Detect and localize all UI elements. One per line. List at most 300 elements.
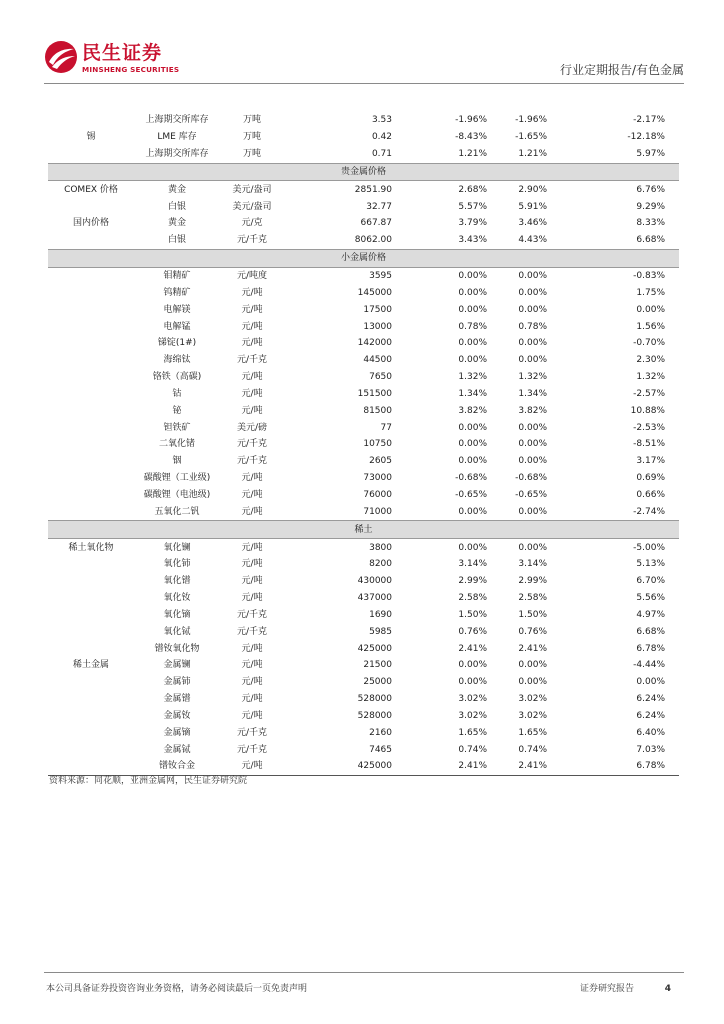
row-unit: 元/吨 — [241, 710, 263, 721]
row-change-1: 0.78% — [458, 321, 487, 332]
row-item: 金属铈 — [163, 677, 191, 688]
row-category: COMEX 价格 — [64, 184, 118, 195]
row-item: 钽铁矿 — [163, 422, 191, 433]
row-item: 氧化镧 — [163, 542, 191, 553]
row-category — [48, 573, 134, 590]
row-change-3: -2.57% — [633, 388, 665, 399]
row-change-2: 3.02% — [518, 694, 547, 705]
row-change-2: 5.91% — [518, 201, 547, 212]
table-row — [48, 691, 679, 708]
row-item: 电解镁 — [163, 304, 191, 315]
row-change-1: -8.43% — [455, 132, 487, 143]
table-row — [48, 436, 679, 453]
row-change-2: 0.00% — [518, 271, 547, 282]
row-change-3: 1.32% — [636, 372, 665, 383]
row-change-3: -4.44% — [633, 660, 665, 671]
row-change-2: 0.76% — [518, 626, 547, 637]
row-unit: 元/吨 — [241, 576, 263, 587]
table-row — [48, 539, 679, 556]
row-change-1: 0.00% — [458, 456, 487, 467]
logo-english-name: MINSHENG SECURITIES — [82, 65, 180, 74]
row-change-2: -0.68% — [515, 473, 547, 484]
row-item: 金属镨 — [163, 694, 191, 705]
row-category — [48, 386, 134, 403]
row-category — [48, 556, 134, 573]
row-change-3: -2.53% — [633, 422, 665, 433]
row-category — [48, 640, 134, 657]
row-change-1: 1.50% — [458, 609, 487, 620]
row-change-1: 3.82% — [458, 405, 487, 416]
row-item: 五氧化二钒 — [154, 506, 200, 517]
row-item: 金属镧 — [163, 660, 191, 671]
row-category — [48, 590, 134, 607]
table-row — [48, 487, 679, 504]
page-number: 4 — [664, 984, 671, 994]
row-change-1: 1.34% — [458, 388, 487, 399]
row-category — [48, 318, 134, 335]
row-unit: 元/千克 — [236, 744, 268, 755]
row-item: 氧化镝 — [163, 609, 191, 620]
row-price: 3.53 — [371, 115, 392, 126]
row-item: 黄金 — [167, 218, 186, 229]
section-header-row — [48, 163, 679, 181]
table-row — [48, 503, 679, 520]
row-change-3: 6.68% — [636, 235, 665, 246]
row-category: 锡 — [86, 132, 96, 143]
row-change-2: -1.96% — [515, 115, 547, 126]
row-category — [48, 267, 134, 284]
row-change-3: 9.29% — [636, 201, 665, 212]
row-category — [48, 470, 134, 487]
row-item: 上海期交所库存 — [145, 149, 209, 160]
row-price: 3800 — [369, 542, 392, 553]
row-unit: 元/吨 — [241, 372, 263, 383]
section-header-row — [48, 249, 679, 267]
row-unit: 元/千克 — [236, 439, 268, 450]
footer-divider — [44, 972, 684, 973]
row-price: 7465 — [369, 744, 392, 755]
header-divider — [44, 83, 684, 84]
row-change-2: 0.78% — [518, 321, 547, 332]
row-unit: 元/千克 — [236, 626, 268, 637]
section-title: 稀土 — [48, 521, 679, 539]
data-source-note: 资料来源：同花顺，亚洲金属网，民生证券研究院 — [49, 776, 248, 786]
row-price: 0.42 — [371, 132, 392, 143]
table-row — [48, 419, 679, 436]
row-change-3: 6.24% — [636, 710, 665, 721]
section-title: 小金属价格 — [48, 249, 679, 267]
row-change-1: 5.57% — [458, 201, 487, 212]
section-header-row — [48, 521, 679, 539]
row-change-3: 0.69% — [636, 473, 665, 484]
row-item: 金属镝 — [163, 727, 191, 738]
row-item: 碳酸锂（工业级) — [143, 473, 211, 484]
row-item: 铬铁（高碳) — [152, 372, 202, 383]
row-price: 71000 — [363, 506, 392, 517]
row-unit: 美元/磅 — [236, 422, 268, 433]
row-category — [48, 419, 134, 436]
row-change-1: 3.02% — [458, 694, 487, 705]
row-item: 铟 — [172, 456, 182, 467]
row-price: 142000 — [357, 338, 392, 349]
row-item: 钴 — [172, 388, 182, 399]
row-price: 8200 — [369, 559, 392, 570]
table-row — [48, 267, 679, 284]
row-change-1: 1.21% — [458, 149, 487, 160]
row-item: 钼精矿 — [163, 271, 191, 282]
row-price: 2851.90 — [354, 184, 392, 195]
row-change-2: 1.21% — [518, 149, 547, 160]
row-change-3: 6.40% — [636, 727, 665, 738]
row-category — [48, 674, 134, 691]
row-change-3: 6.78% — [636, 643, 665, 654]
row-change-1: 2.58% — [458, 593, 487, 604]
row-change-2: 2.41% — [518, 643, 547, 654]
metal-price-table — [48, 112, 679, 776]
row-price: 2605 — [369, 456, 392, 467]
minsheng-logo-icon — [44, 40, 78, 74]
row-change-3: 3.17% — [636, 456, 665, 467]
row-change-3: -2.74% — [633, 506, 665, 517]
row-change-1: 0.00% — [458, 271, 487, 282]
row-unit: 元/吨 — [241, 321, 263, 332]
table-row — [48, 556, 679, 573]
row-change-3: -0.83% — [633, 271, 665, 282]
row-change-3: 6.68% — [636, 626, 665, 637]
row-change-1: 0.00% — [458, 542, 487, 553]
row-price: 667.87 — [360, 218, 392, 229]
row-change-1: 1.32% — [458, 372, 487, 383]
table-row — [48, 112, 679, 129]
table-row — [48, 232, 679, 249]
row-change-3: 5.97% — [636, 149, 665, 160]
row-change-2: 0.00% — [518, 287, 547, 298]
row-category — [48, 741, 134, 758]
footer-report-type: 证券研究报告 — [579, 984, 634, 994]
row-unit: 元/吨 — [241, 338, 263, 349]
row-unit: 元/千克 — [236, 609, 268, 620]
row-change-1: 0.00% — [458, 338, 487, 349]
row-price: 7650 — [369, 372, 392, 383]
row-change-3: 0.00% — [636, 304, 665, 315]
row-unit: 元/吨 — [241, 287, 263, 298]
table-row — [48, 640, 679, 657]
row-item: 氧化铽 — [163, 626, 191, 637]
row-price: 73000 — [363, 473, 392, 484]
row-change-3: 1.56% — [636, 321, 665, 332]
page-header — [0, 0, 724, 84]
row-change-1: 2.99% — [458, 576, 487, 587]
row-item: 白银 — [167, 201, 186, 212]
table-body — [48, 112, 679, 775]
row-change-1: 2.68% — [458, 184, 487, 195]
row-change-2: 1.50% — [518, 609, 547, 620]
row-category — [48, 487, 134, 504]
table-row — [48, 369, 679, 386]
row-category — [48, 198, 134, 215]
row-change-1: -1.96% — [455, 115, 487, 126]
row-price: 5985 — [369, 626, 392, 637]
table-row — [48, 606, 679, 623]
table-row — [48, 402, 679, 419]
row-unit: 元/千克 — [236, 727, 268, 738]
row-price: 3595 — [369, 271, 392, 282]
row-change-1: 0.00% — [458, 422, 487, 433]
row-change-2: 3.02% — [518, 710, 547, 721]
table-row — [48, 758, 679, 775]
row-unit: 元/千克 — [236, 235, 268, 246]
row-category — [48, 436, 134, 453]
row-price: 425000 — [357, 643, 392, 654]
row-change-1: 0.00% — [458, 355, 487, 366]
row-change-2: 1.34% — [518, 388, 547, 399]
row-price: 151500 — [357, 388, 392, 399]
row-category — [48, 232, 134, 249]
row-unit: 万吨 — [242, 115, 261, 126]
row-category — [48, 724, 134, 741]
row-unit: 元/千克 — [236, 355, 268, 366]
row-change-2: 3.14% — [518, 559, 547, 570]
table-row — [48, 386, 679, 403]
row-change-3: 10.88% — [630, 405, 665, 416]
row-change-2: -1.65% — [515, 132, 547, 143]
row-item: 海绵钛 — [163, 355, 191, 366]
row-price: 25000 — [363, 677, 392, 688]
row-change-3: 6.24% — [636, 694, 665, 705]
row-change-1: 3.14% — [458, 559, 487, 570]
row-price: 10750 — [363, 439, 392, 450]
table-row — [48, 301, 679, 318]
row-unit: 元/吨 — [241, 473, 263, 484]
row-price: 13000 — [363, 321, 392, 332]
row-category — [48, 402, 134, 419]
table-row — [48, 724, 679, 741]
row-price: 528000 — [357, 710, 392, 721]
table-row — [48, 284, 679, 301]
row-change-1: 0.00% — [458, 304, 487, 315]
row-change-2: 2.99% — [518, 576, 547, 587]
row-category — [48, 284, 134, 301]
logo-chinese-name: 民生证券 — [82, 42, 163, 64]
table-row — [48, 146, 679, 163]
row-change-1: 3.43% — [458, 235, 487, 246]
row-change-1: 0.00% — [458, 439, 487, 450]
row-unit: 元/吨 — [241, 489, 263, 500]
table-row — [48, 741, 679, 758]
row-change-2: 3.46% — [518, 218, 547, 229]
table-row — [48, 590, 679, 607]
row-change-3: -12.18% — [627, 132, 665, 143]
row-category: 稀土氧化物 — [68, 542, 114, 553]
row-change-3: 4.97% — [636, 609, 665, 620]
row-price: 430000 — [357, 576, 392, 587]
row-unit: 元/吨 — [241, 405, 263, 416]
row-change-2: 0.00% — [518, 660, 547, 671]
row-change-3: 5.56% — [636, 593, 665, 604]
row-unit: 元/千克 — [236, 456, 268, 467]
row-change-1: 0.00% — [458, 677, 487, 688]
row-item: 黄金 — [167, 184, 186, 195]
row-price: 528000 — [357, 694, 392, 705]
row-category — [48, 112, 134, 129]
row-price: 437000 — [357, 593, 392, 604]
row-price: 2160 — [369, 727, 392, 738]
row-category — [48, 369, 134, 386]
section-title: 贵金属价格 — [48, 163, 679, 181]
row-price: 32.77 — [366, 201, 392, 212]
row-item: 金属钕 — [163, 710, 191, 721]
table-row — [48, 573, 679, 590]
row-change-3: 6.78% — [553, 758, 679, 775]
row-price: 77 — [380, 422, 392, 433]
row-change-1: 3.02% — [458, 710, 487, 721]
row-change-3: -5.00% — [633, 542, 665, 553]
table-row — [48, 318, 679, 335]
row-item: 镨钕合金 — [134, 758, 220, 775]
row-unit: 元/吨 — [241, 643, 263, 654]
row-change-2: 0.74% — [518, 744, 547, 755]
row-change-2: 0.00% — [518, 355, 547, 366]
table-row — [48, 129, 679, 146]
row-change-1: 0.76% — [458, 626, 487, 637]
table-row — [48, 623, 679, 640]
row-item: 钨精矿 — [163, 287, 191, 298]
table-row — [48, 470, 679, 487]
row-category — [48, 453, 134, 470]
row-change-3: 6.76% — [636, 184, 665, 195]
row-change-2: 0.00% — [518, 506, 547, 517]
footer-disclaimer: 本公司具备证券投资咨询业务资格，请务必阅读最后一页免责声明 — [46, 984, 308, 994]
row-change-1: 0.00% — [458, 506, 487, 517]
row-change-2: 0.00% — [518, 304, 547, 315]
row-category: 国内价格 — [72, 218, 109, 229]
table-row — [48, 352, 679, 369]
row-price: 1690 — [369, 609, 392, 620]
row-item: 白银 — [167, 235, 186, 246]
table-row — [48, 198, 679, 215]
row-change-3: 7.03% — [636, 744, 665, 755]
row-change-3: -8.51% — [633, 439, 665, 450]
row-change-2: 0.00% — [518, 422, 547, 433]
row-unit: 元/吨 — [241, 388, 263, 399]
row-unit: 元/吨 — [241, 559, 263, 570]
row-change-3: 0.00% — [636, 677, 665, 688]
table-row — [48, 674, 679, 691]
row-change-3: -0.70% — [633, 338, 665, 349]
row-change-2: 2.41% — [493, 758, 553, 775]
row-change-2: 1.32% — [518, 372, 547, 383]
row-item: 氧化钕 — [163, 593, 191, 604]
row-change-1: 0.00% — [458, 287, 487, 298]
row-category — [48, 691, 134, 708]
row-unit: 元/吨度 — [236, 271, 268, 282]
row-item: 铋 — [172, 405, 182, 416]
row-change-3: 6.70% — [636, 576, 665, 587]
row-change-3: 5.13% — [636, 559, 665, 570]
row-change-2: -0.65% — [515, 489, 547, 500]
row-change-3: 8.33% — [636, 218, 665, 229]
row-price: 21500 — [363, 660, 392, 671]
row-change-2: 0.00% — [518, 338, 547, 349]
report-category: 行业定期报告/有色金属 — [559, 63, 684, 77]
row-change-3: 1.75% — [636, 287, 665, 298]
row-change-2: 1.65% — [518, 727, 547, 738]
row-price: 145000 — [357, 287, 392, 298]
row-change-1: 2.41% — [458, 643, 487, 654]
row-category — [48, 606, 134, 623]
row-item: 上海期交所库存 — [145, 115, 209, 126]
row-category — [48, 503, 134, 520]
row-unit: 元/吨 — [220, 758, 284, 775]
row-change-1: 0.00% — [458, 660, 487, 671]
row-unit: 元/克 — [241, 218, 263, 229]
row-category — [48, 623, 134, 640]
row-change-3: 2.30% — [636, 355, 665, 366]
row-change-2: 0.00% — [518, 542, 547, 553]
row-item: 电解锰 — [163, 321, 191, 332]
row-item: 二氧化锗 — [158, 439, 195, 450]
row-item: 氧化铈 — [163, 559, 191, 570]
row-change-2: 0.00% — [518, 439, 547, 450]
row-change-1: -0.65% — [455, 489, 487, 500]
row-unit: 美元/盎司 — [232, 201, 272, 212]
row-change-1: 3.79% — [458, 218, 487, 229]
row-change-2: 0.00% — [518, 456, 547, 467]
row-change-2: 2.90% — [518, 184, 547, 195]
row-unit: 万吨 — [242, 132, 261, 143]
row-price: 0.71 — [371, 149, 392, 160]
row-item: 碳酸锂（电池级) — [143, 489, 211, 500]
row-item: 锑锭(1#) — [157, 338, 197, 349]
row-price: 8062.00 — [354, 235, 392, 246]
row-unit: 元/吨 — [241, 694, 263, 705]
row-change-2: 3.82% — [518, 405, 547, 416]
row-category — [48, 708, 134, 725]
row-change-1: -0.68% — [455, 473, 487, 484]
row-category — [48, 758, 134, 775]
table-row — [48, 335, 679, 352]
row-unit: 万吨 — [242, 149, 261, 160]
row-change-2: 0.00% — [518, 677, 547, 688]
table-row — [48, 657, 679, 674]
row-price: 76000 — [363, 489, 392, 500]
row-change-1: 0.74% — [458, 744, 487, 755]
table-row — [48, 181, 679, 198]
row-item: 镨钕氧化物 — [154, 643, 200, 654]
row-item: 氧化镨 — [163, 576, 191, 587]
table-row — [48, 453, 679, 470]
row-price: 425000 — [284, 758, 402, 775]
row-change-2: 4.43% — [518, 235, 547, 246]
row-category — [48, 335, 134, 352]
table-row — [48, 708, 679, 725]
row-item: 金属铽 — [163, 744, 191, 755]
row-unit: 美元/盎司 — [232, 184, 272, 195]
row-change-1: 2.41% — [402, 758, 493, 775]
row-unit: 元/吨 — [241, 677, 263, 688]
row-price: 17500 — [363, 304, 392, 315]
row-change-1: 1.65% — [458, 727, 487, 738]
row-unit: 元/吨 — [241, 304, 263, 315]
row-unit: 元/吨 — [241, 542, 263, 553]
row-category — [48, 352, 134, 369]
row-change-3: -2.17% — [633, 115, 665, 126]
row-unit: 元/吨 — [241, 506, 263, 517]
row-unit: 元/吨 — [241, 660, 263, 671]
row-change-3: 0.66% — [636, 489, 665, 500]
row-category — [48, 301, 134, 318]
row-price: 44500 — [363, 355, 392, 366]
